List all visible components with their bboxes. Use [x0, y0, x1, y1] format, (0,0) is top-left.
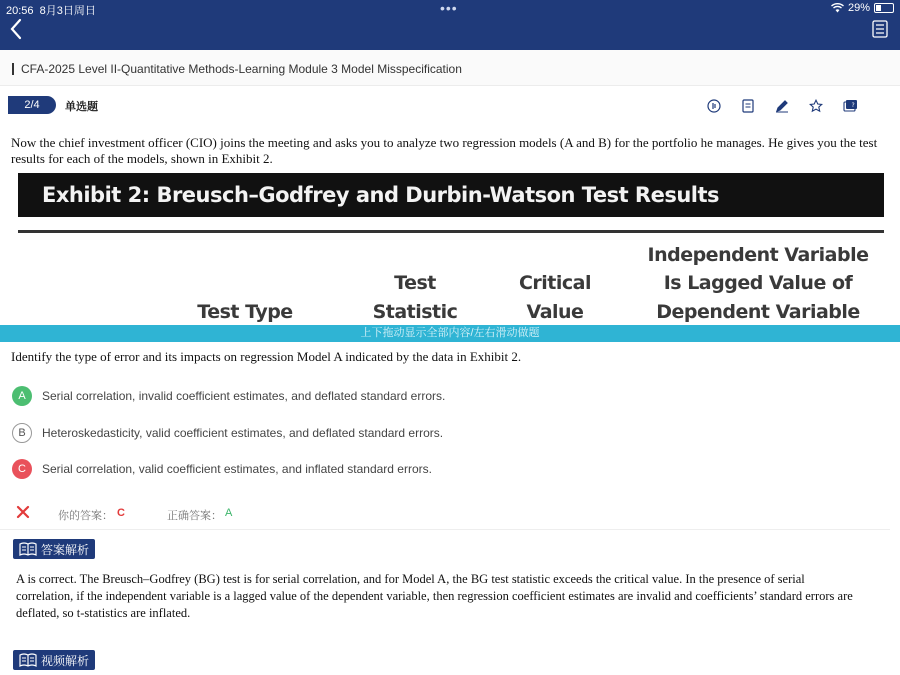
- breadcrumb: CFA-2025 Level II-Quantitative Methods-Learning Module 3 Model Misspecification: [21, 62, 462, 76]
- question-list-icon[interactable]: [872, 20, 888, 38]
- wifi-icon: [831, 3, 844, 13]
- video-analysis-button[interactable]: [13, 650, 95, 670]
- header-indep-1: Independent Variable: [647, 244, 869, 266]
- analysis-label: 答案解析: [41, 542, 90, 557]
- option-a-text[interactable]: Serial correlation, invalid coefficient estimates, and deflated standard errors.: [42, 389, 446, 403]
- header-test-statistic-2: Statistic: [372, 301, 458, 323]
- status-right: [831, 2, 870, 14]
- video-analysis-label[interactable]: 视频解析: [41, 653, 90, 668]
- option-b-badge[interactable]: B: [12, 423, 32, 443]
- exhibit-title: Exhibit 2: Breusch–Godfrey and Durbin-Watson Test Results: [18, 173, 884, 217]
- question-type: 单选题: [65, 101, 98, 113]
- audio-icon[interactable]: [704, 96, 724, 116]
- header-critical-1: Critical: [518, 272, 592, 294]
- option-c[interactable]: [12, 458, 432, 480]
- your-answer-value: C: [117, 507, 125, 519]
- header-indep-3: Dependent Variable: [656, 301, 860, 323]
- exhibit-rule: [18, 230, 884, 233]
- analysis-text: A is correct. The Breusch–Godfrey (BG) test is for serial correlation, and for Model A, the BG test statistic exceeds the critical value. In the presence of serial correlation, if the independent variable is a lagged value of the dependent variable, then regression coefficient estimates are invalid and coefficients’ standard errors are deflated, so t-statistics are inflated.: [16, 572, 853, 620]
- status-date: 8月3日周日: [39, 5, 96, 17]
- question-stem: Now the chief investment officer (CIO) joins the meeting and asks you to analyze two regression models (A and B) for the portfolio he manages. He gives you the test results for each of the models, shown in Exhibit 2.: [11, 135, 878, 166]
- your-answer-label: 你的答案：: [58, 510, 113, 522]
- note-icon[interactable]: [738, 96, 758, 116]
- battery-icon: [874, 3, 894, 13]
- header-test-statistic-1: Test: [394, 272, 436, 294]
- correct-answer-value: A: [225, 507, 233, 519]
- option-c-text[interactable]: Serial correlation, valid coefficient estimates, and inflated standard errors.: [42, 462, 432, 476]
- analysis-tag: [13, 539, 95, 559]
- battery-level: 29%: [847, 2, 870, 14]
- option-b-text[interactable]: Heteroskedasticity, valid coefficient estimates, and deflated standard errors.: [42, 426, 444, 440]
- option-a-badge[interactable]: A: [12, 386, 32, 406]
- status-clock: 20:56: [6, 5, 34, 17]
- pen-icon[interactable]: [772, 96, 792, 116]
- option-a[interactable]: [12, 385, 445, 407]
- question-meta: [0, 86, 900, 126]
- breadcrumb-row: [0, 50, 900, 86]
- option-b[interactable]: [12, 422, 443, 444]
- header-indep-2: Is Lagged Value of: [663, 272, 853, 294]
- correct-answer-label: 正确答案：: [167, 510, 222, 522]
- book-icon: [19, 653, 37, 667]
- header-critical-2: Value: [526, 301, 584, 323]
- breadcrumb-marker: [12, 63, 14, 75]
- toolbar: [704, 96, 860, 116]
- top-bar: [0, 0, 900, 50]
- svg-text:?: ?: [851, 102, 855, 109]
- more-dots[interactable]: •••: [440, 0, 458, 16]
- answer-row: [0, 500, 890, 530]
- wrong-x-icon: [16, 505, 30, 519]
- option-c-badge[interactable]: C: [12, 459, 32, 479]
- star-icon[interactable]: [806, 96, 826, 116]
- exhibit-image: [0, 170, 900, 325]
- book-icon: [19, 542, 37, 556]
- feedback-icon[interactable]: [840, 96, 860, 116]
- header-test-type: Test Type: [197, 301, 293, 323]
- scroll-hint-bar[interactable]: 上下拖动显示全部内容/左右滑动做题: [0, 325, 900, 342]
- question-counter: 2/4: [8, 96, 56, 114]
- back-button[interactable]: [6, 16, 26, 42]
- question-text: Identify the type of error and its impacts on regression Model A indicated by the data in Exhibit 2.: [11, 349, 522, 364]
